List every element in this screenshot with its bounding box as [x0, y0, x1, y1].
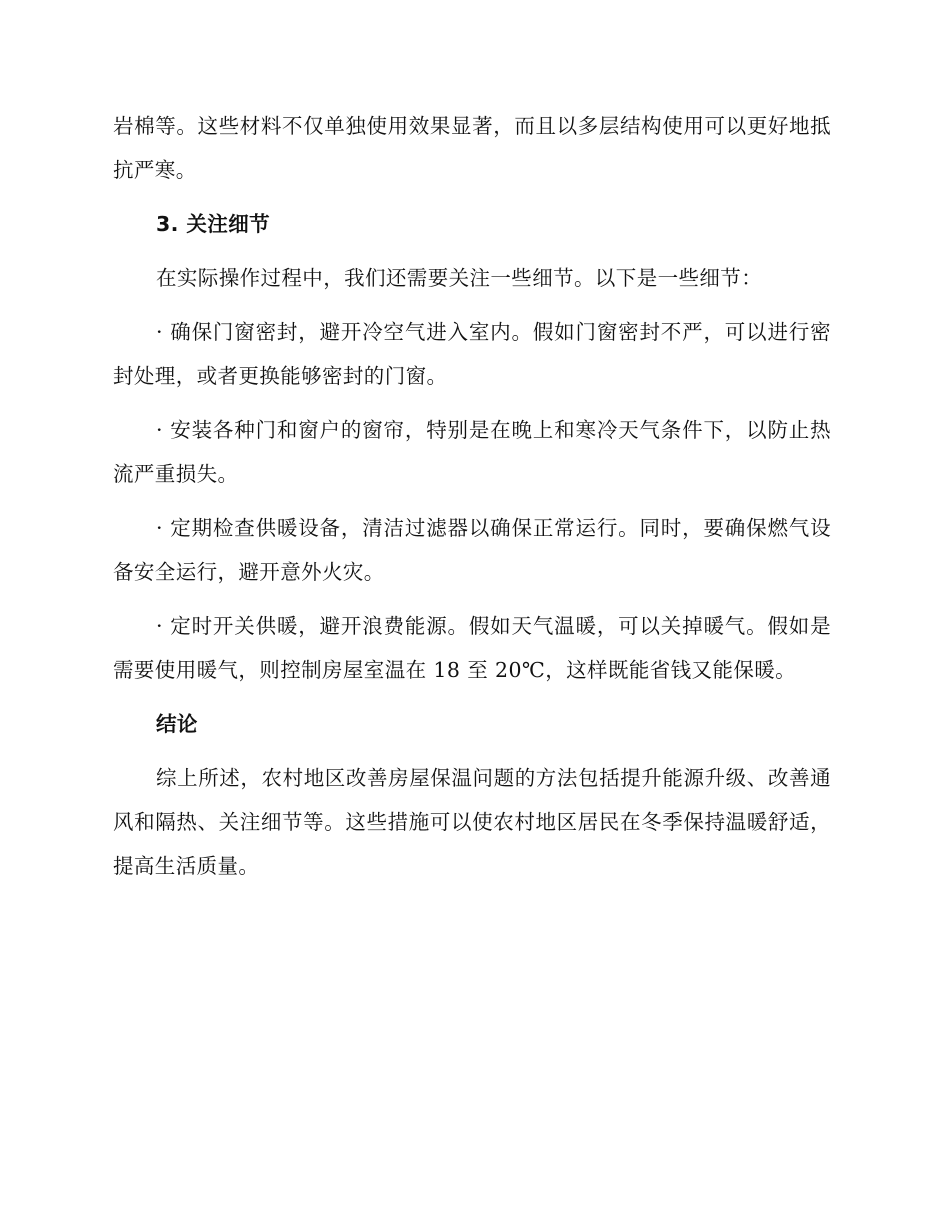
continued-paragraph: 岩棉等。这些材料不仅单独使用效果显著，而且以多层结构使用可以更好地抵抗严寒。: [113, 114, 831, 182]
document-body: [113, 104, 831, 888]
bullet-item: · 定期检查供暖设备，清洁过滤器以确保正常运行。同时，要确保燃气设备安全运行，避开意外火灾。: [113, 516, 831, 584]
bullet-item: · 安装各种门和窗户的窗帘，特别是在晚上和寒冷天气条件下，以防止热流严重损失。: [113, 418, 831, 486]
conclusion-paragraph: 综上所述，农村地区改善房屋保温问题的方法包括提升能源升级、改善通风和隔热、关注细节等。这些措施可以使农村地区居民在冬季保持温暖舒适，提高生活质量。: [113, 766, 831, 878]
section-3-heading: 3. 关注细节: [156, 212, 270, 236]
conclusion-heading: 结论: [156, 712, 198, 736]
section-3-intro: 在实际操作过程中，我们还需要关注一些细节。以下是一些细节：: [156, 266, 763, 290]
bullet-item: · 定时开关供暖，避开浪费能源。假如天气温暖，可以关掉暖气。假如是需要使用暖气，则控制房屋室温在 18 至 20℃，这样既能省钱又能保暖。: [113, 614, 831, 682]
bullet-item: · 确保门窗密封，避开冷空气进入室内。假如门窗密封不严，可以进行密封处理，或者更换能够密封的门窗。: [113, 320, 831, 388]
